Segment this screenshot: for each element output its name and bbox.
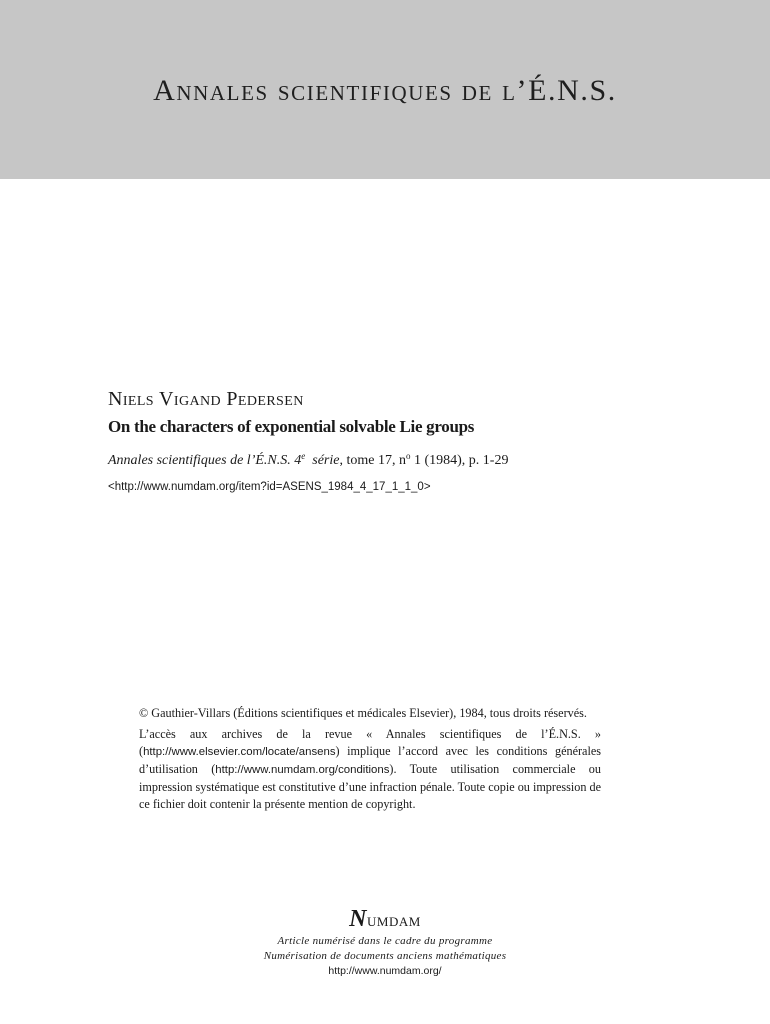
citation (108, 453, 508, 469)
notice-text-a: L’accès aux archives de la revue « Annales scientifiques de l’É.N.S. » ( (139, 727, 601, 759)
copyright-block (139, 705, 601, 814)
numdam-logo (0, 906, 770, 933)
journal-title: Annales scientifiques de l’É.N.S. (153, 74, 617, 107)
numdam-logo-initial: N (349, 906, 368, 932)
numdam-logo-rest: umdam (367, 910, 421, 931)
header-banner (0, 0, 770, 179)
author-name: Niels Vigand Pedersen (108, 388, 304, 410)
citation-no-sup: o (405, 451, 411, 461)
citation-journal: Annales scientifiques de l’É.N.S. 4 (108, 453, 302, 468)
citation-volume: , tome 17, n (339, 453, 406, 468)
elsevier-url-link[interactable]: http://www.elsevier.com/locate/ansens (143, 746, 336, 759)
copyright-notice (139, 726, 601, 813)
numdam-url-link[interactable]: http://www.numdam.org/ (328, 965, 442, 977)
notice-text-b: ) implique l’accord avec les conditions générales d’utilisation ( (139, 744, 601, 777)
citation-pages: 1 (1984), p. 1-29 (410, 453, 509, 468)
notice-text-c: ). Toute utilisation commerciale ou impression systématique est constitutive d’une infraction pénale. Toute copie ou impression de ce fichier doit contenir la présente mention de copyright. (139, 762, 601, 812)
citation-series-sup: e (301, 451, 306, 461)
copyright-line: © Gauthier-Villars (Éditions scientifiques et médicales Elsevier), 1984, tous droits réservés. (139, 706, 587, 720)
article-title: On the characters of exponential solvable Lie groups (108, 417, 475, 436)
footer-program-name: Numérisation de documents anciens mathématiques (263, 950, 507, 962)
citation-series: série (312, 453, 340, 468)
article-url-link[interactable]: <http://www.numdam.org/item?id=ASENS_1984_4_17_1_1_0> (108, 481, 431, 493)
footer-program-text: Article numérisé dans le cadre du programme (277, 935, 493, 947)
conditions-url-link[interactable]: http://www.numdam.org/conditions (215, 764, 390, 777)
